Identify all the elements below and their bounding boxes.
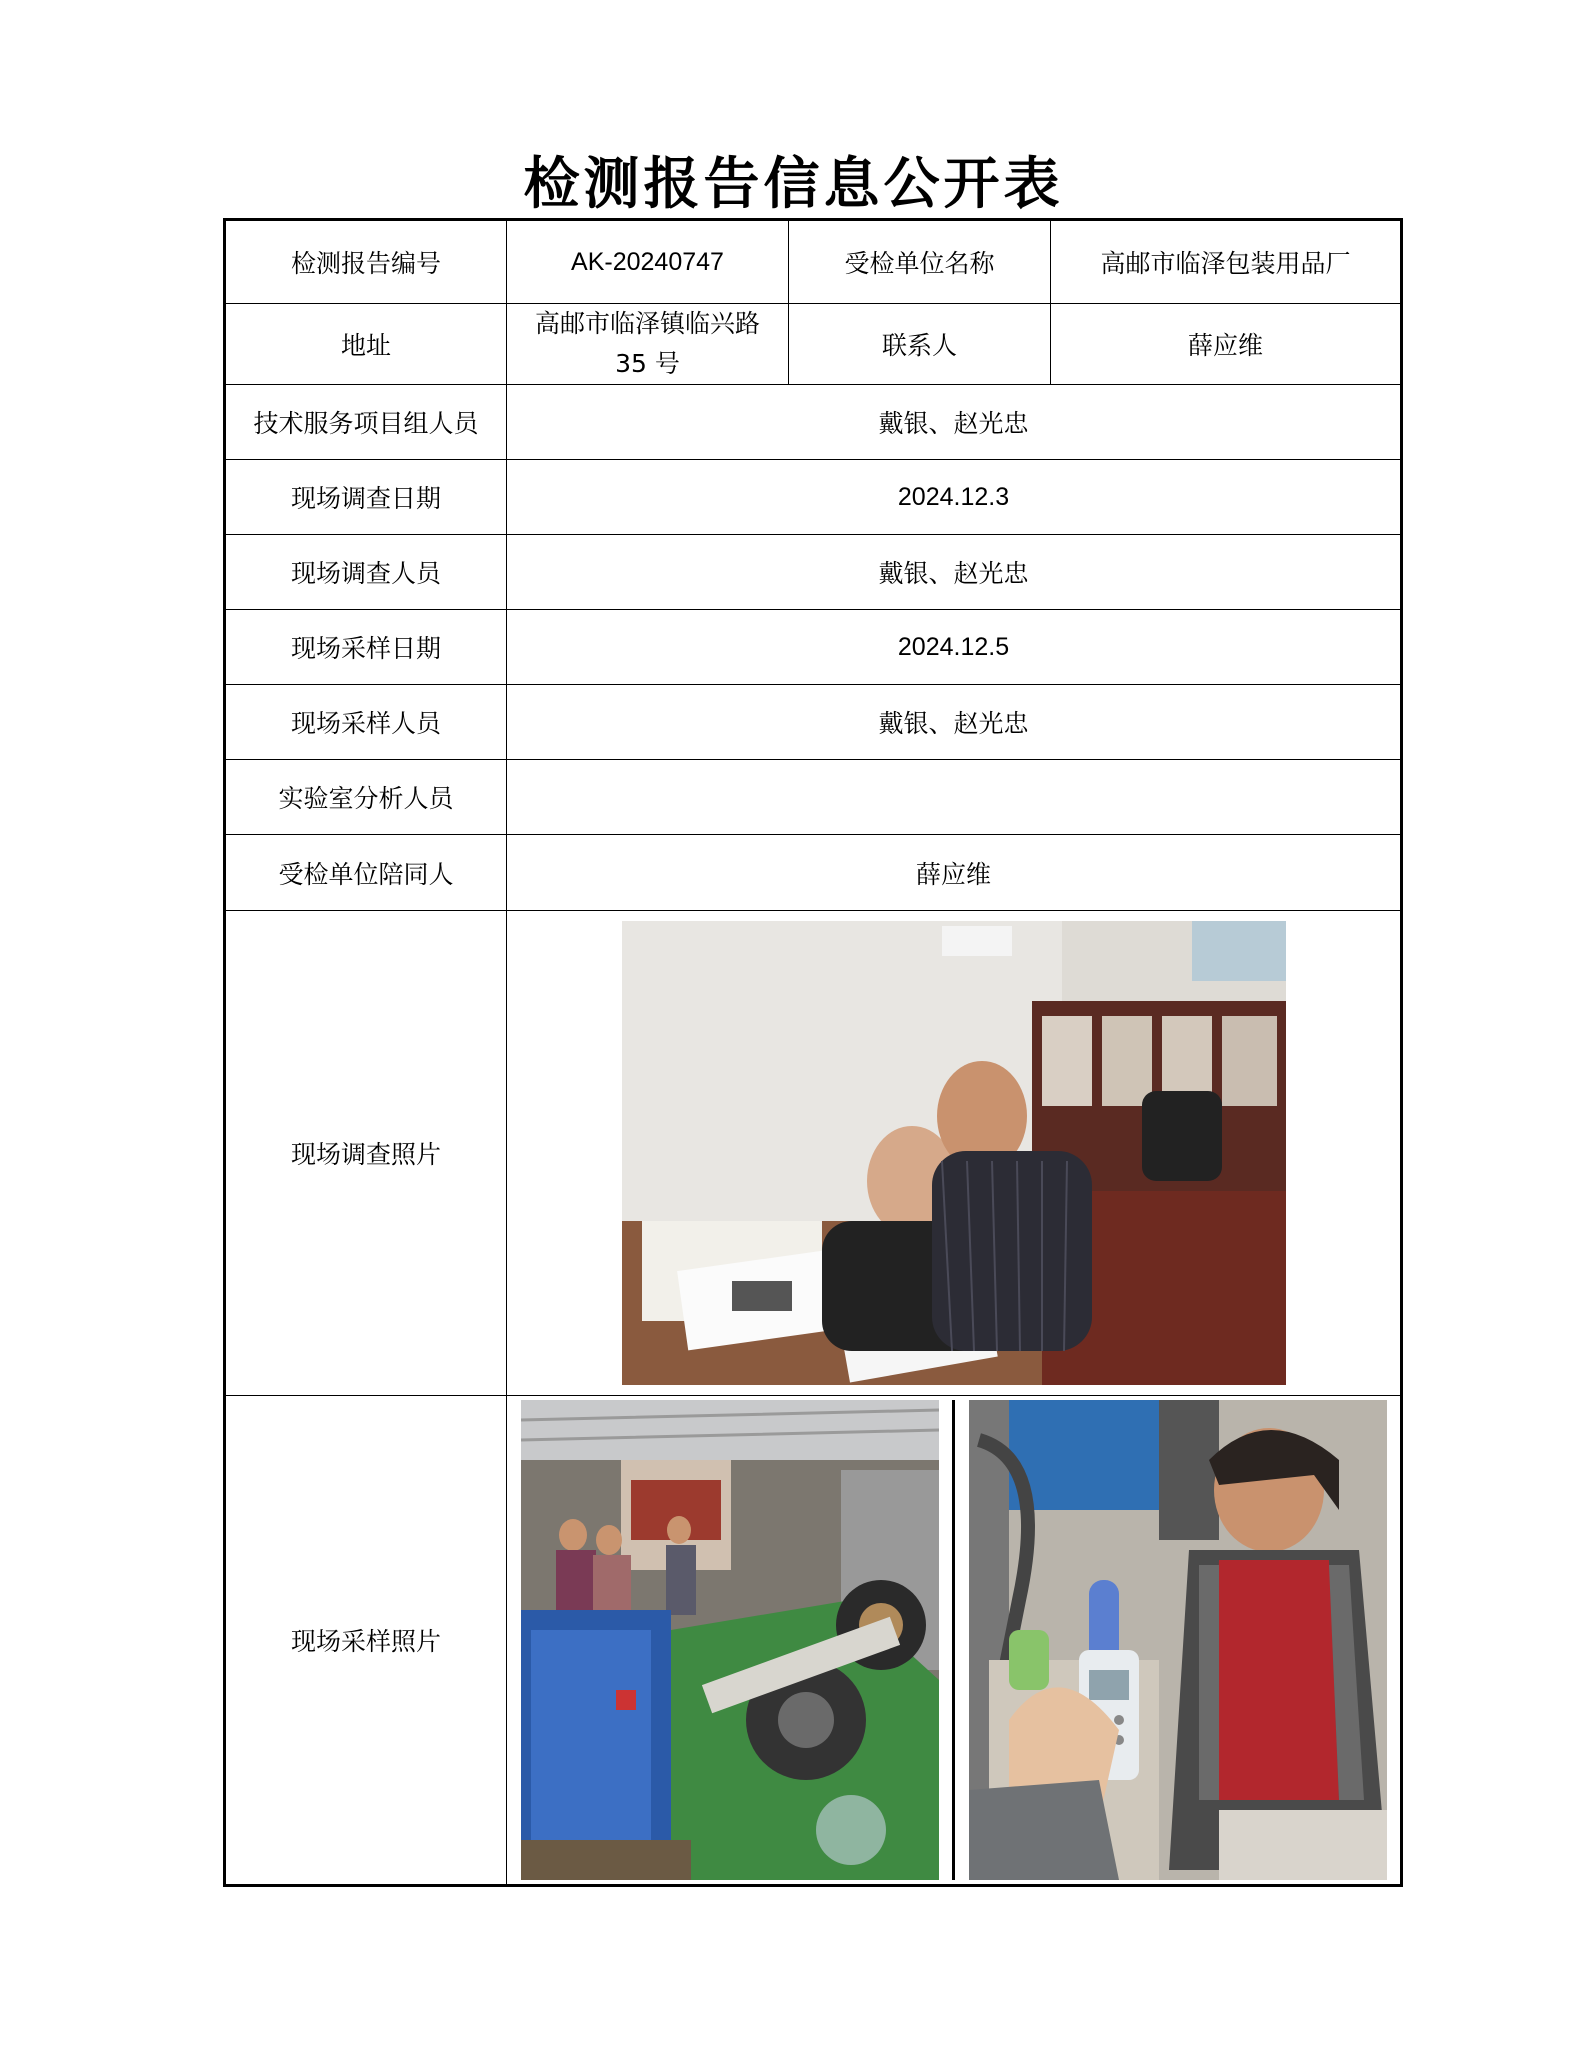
team-label: 技术服务项目组人员 [225, 385, 507, 460]
report-no-value: AK-20240747 [507, 220, 789, 304]
report-table [223, 218, 1403, 1887]
address-label: 地址 [225, 304, 507, 385]
row-sampling-photo [225, 1396, 1402, 1886]
escort-label: 受检单位陪同人 [225, 835, 507, 911]
survey-photo [622, 921, 1286, 1385]
report-no-label: 检测报告编号 [225, 220, 507, 304]
team-value: 戴银、赵光忠 [507, 385, 1402, 460]
sampling-photos [507, 1400, 1400, 1880]
row-survey-photo [225, 911, 1402, 1396]
address-value [507, 304, 789, 385]
row-sampling-date [225, 610, 1402, 685]
sampling-photo-left-frame [507, 1400, 955, 1880]
contact-label: 联系人 [789, 304, 1051, 385]
lab-staff-value [507, 760, 1402, 835]
survey-photo-label: 现场调查照片 [225, 911, 507, 1396]
survey-date-label: 现场调查日期 [225, 460, 507, 535]
survey-photo-cell [507, 911, 1402, 1396]
sampling-photo-left [521, 1400, 939, 1880]
unit-name-label: 受检单位名称 [789, 220, 1051, 304]
row-sampling-staff [225, 685, 1402, 760]
sampling-photo-right-frame [955, 1400, 1400, 1880]
sampling-photo-label: 现场采样照片 [225, 1396, 507, 1886]
sampling-date-value: 2024.12.5 [507, 610, 1402, 685]
row-lab-staff [225, 760, 1402, 835]
address-line-1: 高邮市临泽镇临兴路 [534, 309, 760, 338]
escort-value: 薛应维 [507, 835, 1402, 911]
row-escort [225, 835, 1402, 911]
row-team [225, 385, 1402, 460]
row-address [225, 304, 1402, 385]
row-survey-date [225, 460, 1402, 535]
lab-staff-label: 实验室分析人员 [225, 760, 507, 835]
sampling-staff-value: 戴银、赵光忠 [507, 685, 1402, 760]
sampling-staff-label: 现场采样人员 [225, 685, 507, 760]
row-survey-staff [225, 535, 1402, 610]
contact-value: 薛应维 [1051, 304, 1402, 385]
survey-staff-value: 戴银、赵光忠 [507, 535, 1402, 610]
sampling-photo-right [969, 1400, 1387, 1880]
sampling-photo-cell [507, 1396, 1402, 1886]
address-line-2: 35 号 [615, 349, 680, 378]
sampling-date-label: 现场采样日期 [225, 610, 507, 685]
page-title: 检测报告信息公开表 [523, 151, 1064, 217]
unit-name-value: 高邮市临泽包装用品厂 [1051, 220, 1402, 304]
row-report-no [225, 220, 1402, 304]
survey-date-value: 2024.12.3 [507, 460, 1402, 535]
survey-staff-label: 现场调查人员 [225, 535, 507, 610]
